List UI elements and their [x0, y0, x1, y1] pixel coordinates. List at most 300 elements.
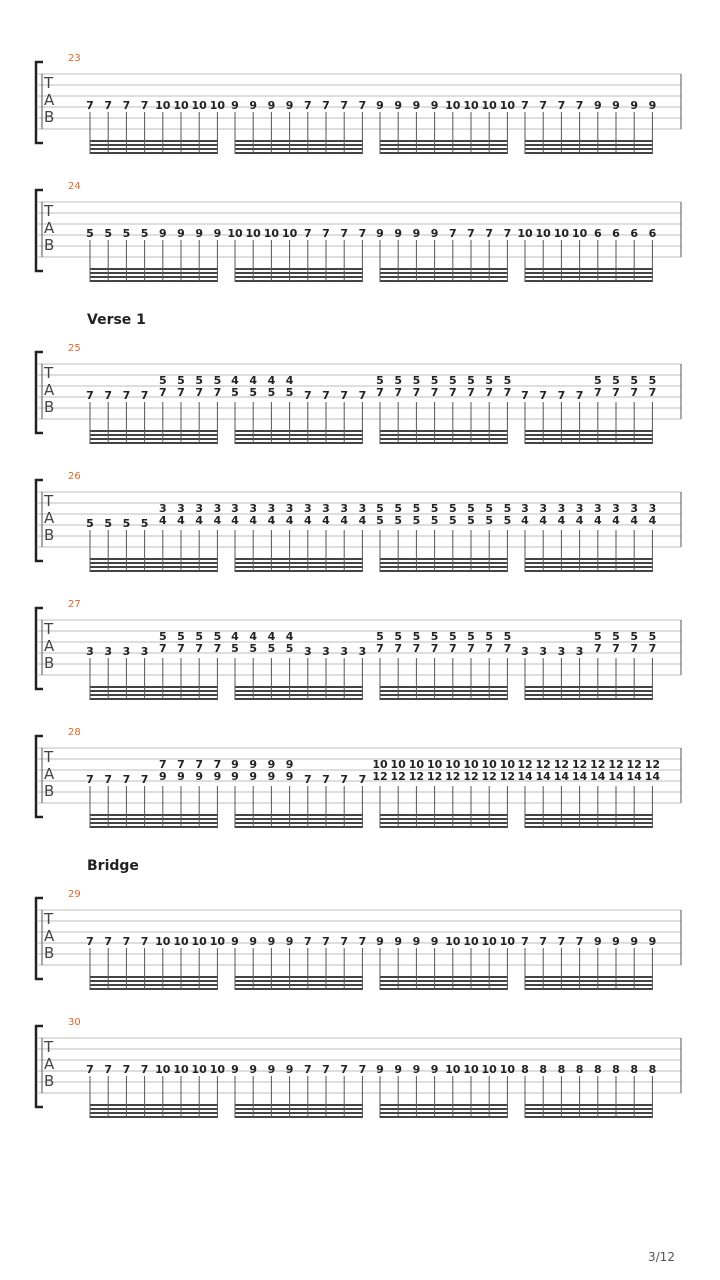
- beam: [235, 558, 363, 560]
- fret-number: 9: [430, 227, 439, 240]
- beam: [380, 1108, 508, 1110]
- beam: [525, 558, 653, 560]
- fret-number: 4: [249, 514, 258, 527]
- fret-number: 7: [322, 935, 330, 948]
- tab-system: [36, 727, 681, 828]
- beam: [235, 976, 363, 978]
- fret-number: 7: [86, 1063, 94, 1076]
- fret-number: 5: [467, 374, 475, 387]
- fret-number: 10: [209, 99, 226, 112]
- fret-number: 8: [575, 1063, 584, 1076]
- fret-number: 5: [394, 630, 403, 643]
- fret-number: 6: [593, 227, 602, 240]
- beam: [380, 698, 508, 700]
- fret-number: 12: [553, 758, 570, 771]
- beam: [90, 566, 218, 568]
- beam: [90, 558, 218, 560]
- fret-number: 9: [231, 758, 239, 771]
- beam: [380, 818, 508, 820]
- fret-number: 14: [553, 770, 570, 783]
- tab-clef-letter: A: [44, 381, 55, 399]
- fret-number: 5: [394, 514, 403, 527]
- fret-number: 7: [557, 389, 566, 402]
- beam: [380, 570, 508, 572]
- fret-number: 10: [426, 758, 443, 771]
- fret-number: 5: [503, 374, 512, 387]
- beam: [380, 558, 508, 560]
- fret-number: 9: [394, 227, 403, 240]
- beam: [380, 1104, 508, 1106]
- fret-number: 14: [535, 770, 551, 783]
- fret-number: 7: [322, 773, 330, 786]
- beam: [235, 430, 363, 432]
- fret-number: 3: [557, 502, 566, 515]
- fret-number: 9: [267, 99, 276, 112]
- fret-number: 7: [358, 1063, 367, 1076]
- fret-number: 7: [448, 227, 457, 240]
- fret-number: 9: [267, 935, 276, 948]
- fret-number: 3: [249, 502, 258, 515]
- fret-number: 7: [521, 389, 529, 402]
- tab-clef-letter: A: [44, 927, 55, 945]
- beam: [380, 826, 508, 828]
- tab-clef-letter: A: [44, 765, 55, 783]
- fret-number: 3: [340, 502, 349, 515]
- fret-number: 3: [158, 502, 167, 515]
- fret-number: 9: [376, 99, 384, 112]
- fret-number: 7: [340, 773, 349, 786]
- fret-number: 8: [648, 1063, 657, 1076]
- fret-number: 9: [430, 99, 439, 112]
- fret-number: 4: [630, 514, 639, 527]
- fret-number: 7: [358, 389, 367, 402]
- tab-clef-letter: B: [44, 654, 55, 672]
- beam: [235, 1116, 363, 1118]
- fret-number: 10: [445, 1063, 461, 1076]
- fret-number: 5: [267, 386, 276, 399]
- fret-number: 3: [521, 502, 529, 515]
- measure-number: 28: [68, 727, 81, 738]
- fret-number: 3: [358, 502, 367, 515]
- beam: [380, 144, 508, 146]
- fret-number: 10: [517, 227, 533, 240]
- fret-number: 7: [485, 642, 494, 655]
- fret-number: 3: [539, 502, 548, 515]
- beam: [90, 434, 218, 436]
- fret-number: 7: [177, 758, 185, 771]
- fret-number: 7: [158, 642, 167, 655]
- fret-number: 7: [521, 99, 529, 112]
- fret-number: 7: [213, 758, 222, 771]
- beam: [235, 826, 363, 828]
- fret-number: 7: [340, 99, 349, 112]
- fret-number: 3: [340, 645, 349, 658]
- fret-number: 5: [86, 517, 94, 530]
- fret-number: 7: [575, 99, 584, 112]
- fret-number: 10: [191, 1063, 207, 1076]
- beam: [90, 988, 218, 990]
- fret-number: 10: [499, 935, 516, 948]
- beam: [90, 562, 218, 564]
- fret-number: 7: [303, 1063, 312, 1076]
- beam: [235, 698, 363, 700]
- fret-number: 4: [575, 514, 584, 527]
- fret-number: 14: [590, 770, 606, 783]
- fret-number: 5: [412, 374, 421, 387]
- tab-clef-letter: B: [44, 398, 55, 416]
- fret-number: 7: [503, 642, 512, 655]
- fret-number: 7: [322, 1063, 330, 1076]
- beam: [525, 272, 653, 274]
- beam: [380, 430, 508, 432]
- beam: [525, 1104, 653, 1106]
- beam: [90, 438, 218, 440]
- beam: [380, 686, 508, 688]
- beam: [235, 140, 363, 142]
- fret-number: 5: [104, 227, 113, 240]
- fret-number: 5: [249, 386, 258, 399]
- fret-number: 7: [630, 386, 639, 399]
- beam: [90, 1116, 218, 1118]
- fret-number: 14: [626, 770, 642, 783]
- beam: [525, 984, 653, 986]
- fret-number: 5: [412, 514, 421, 527]
- fret-number: 3: [630, 502, 639, 515]
- fret-number: 5: [231, 386, 239, 399]
- fret-number: 5: [213, 374, 222, 387]
- fret-number: 10: [155, 935, 171, 948]
- fret-number: 8: [612, 1063, 620, 1076]
- beam: [235, 988, 363, 990]
- beam: [525, 1108, 653, 1110]
- section-title: Bridge: [87, 858, 139, 874]
- fret-number: 3: [521, 645, 529, 658]
- fret-number: 9: [412, 1063, 421, 1076]
- fret-number: 9: [593, 935, 602, 948]
- fret-number: 4: [267, 514, 276, 527]
- fret-number: 12: [590, 758, 606, 771]
- fret-number: 4: [158, 514, 167, 527]
- fret-number: 9: [231, 935, 239, 948]
- fret-number: 5: [448, 630, 457, 643]
- beam: [235, 434, 363, 436]
- fret-number: 6: [612, 227, 620, 240]
- fret-number: 9: [267, 770, 276, 783]
- fret-number: 9: [412, 99, 421, 112]
- fret-number: 3: [231, 502, 239, 515]
- fret-number: 10: [535, 227, 551, 240]
- fret-number: 7: [376, 642, 384, 655]
- fret-number: 7: [122, 773, 131, 786]
- beam: [235, 276, 363, 278]
- beam: [380, 272, 508, 274]
- fret-number: 10: [227, 227, 243, 240]
- measure-number: 24: [68, 181, 81, 192]
- fret-number: 3: [267, 502, 276, 515]
- tab-system: [36, 599, 681, 700]
- beam: [525, 276, 653, 278]
- fret-number: 10: [499, 1063, 516, 1076]
- fret-number: 9: [267, 758, 276, 771]
- fret-number: 4: [249, 630, 258, 643]
- fret-number: 7: [358, 99, 367, 112]
- tab-clef-letter: T: [44, 748, 54, 766]
- beam: [525, 1112, 653, 1114]
- measure-number: 29: [68, 889, 81, 900]
- fret-number: 7: [86, 99, 94, 112]
- fret-number: 7: [140, 935, 149, 948]
- fret-number: 9: [177, 770, 185, 783]
- fret-number: 9: [430, 1063, 439, 1076]
- fret-number: 7: [340, 935, 349, 948]
- fret-number: 10: [173, 935, 189, 948]
- beam: [525, 566, 653, 568]
- fret-number: 10: [173, 1063, 189, 1076]
- fret-number: 10: [481, 758, 497, 771]
- fret-number: 9: [285, 758, 294, 771]
- fret-number: 10: [173, 99, 189, 112]
- beam: [380, 280, 508, 282]
- tab-clef-letter: T: [44, 74, 54, 92]
- fret-number: 14: [571, 770, 588, 783]
- fret-number: 7: [303, 389, 312, 402]
- fret-number: 14: [517, 770, 533, 783]
- fret-number: 10: [408, 758, 425, 771]
- beam: [235, 566, 363, 568]
- fret-number: 9: [158, 770, 167, 783]
- fret-number: 5: [412, 502, 421, 515]
- fret-number: 7: [177, 386, 185, 399]
- fret-number: 3: [322, 502, 330, 515]
- fret-number: 5: [394, 374, 403, 387]
- fret-number: 9: [394, 935, 403, 948]
- fret-number: 5: [503, 514, 512, 527]
- fret-number: 6: [630, 227, 639, 240]
- tab-system: [36, 471, 681, 572]
- fret-number: 7: [648, 386, 657, 399]
- fret-number: 5: [195, 374, 204, 387]
- fret-number: 7: [122, 389, 131, 402]
- fret-number: 5: [285, 642, 294, 655]
- beam: [525, 686, 653, 688]
- fret-number: 4: [322, 514, 330, 527]
- fret-number: 7: [340, 1063, 349, 1076]
- fret-number: 9: [648, 99, 657, 112]
- fret-number: 7: [358, 773, 367, 786]
- fret-number: 12: [499, 770, 516, 783]
- beam: [90, 148, 218, 150]
- fret-number: 8: [521, 1063, 529, 1076]
- beam: [525, 976, 653, 978]
- fret-number: 7: [86, 773, 94, 786]
- fret-number: 7: [430, 642, 439, 655]
- fret-number: 10: [499, 758, 516, 771]
- fret-number: 7: [158, 386, 167, 399]
- fret-number: 3: [648, 502, 657, 515]
- fret-number: 7: [322, 227, 330, 240]
- fret-number: 8: [557, 1063, 566, 1076]
- tab-system: [36, 889, 681, 990]
- fret-number: 10: [209, 1063, 226, 1076]
- fret-number: 5: [140, 227, 149, 240]
- fret-number: 7: [575, 935, 584, 948]
- fret-number: 5: [648, 630, 657, 643]
- fret-number: 7: [322, 389, 330, 402]
- fret-number: 10: [263, 227, 280, 240]
- beam: [380, 1116, 508, 1118]
- fret-number: 12: [535, 758, 551, 771]
- fret-number: 5: [430, 502, 439, 515]
- beam: [380, 276, 508, 278]
- fret-number: 4: [358, 514, 367, 527]
- fret-number: 7: [593, 642, 602, 655]
- tab-clef-letter: T: [44, 202, 54, 220]
- beam: [235, 562, 363, 564]
- beam: [380, 268, 508, 270]
- fret-number: 10: [553, 227, 570, 240]
- fret-number: 5: [448, 374, 457, 387]
- beam: [235, 980, 363, 982]
- fret-number: 5: [448, 502, 457, 515]
- beam: [235, 1112, 363, 1114]
- fret-number: 5: [140, 517, 149, 530]
- beam: [380, 442, 508, 444]
- beam: [90, 822, 218, 824]
- fret-number: 7: [104, 1063, 113, 1076]
- fret-number: 4: [303, 514, 312, 527]
- fret-number: 7: [430, 386, 439, 399]
- fret-number: 5: [177, 374, 185, 387]
- fret-number: 3: [575, 502, 584, 515]
- fret-number: 4: [521, 514, 529, 527]
- fret-number: 3: [612, 502, 620, 515]
- fret-number: 7: [86, 389, 94, 402]
- beam: [525, 818, 653, 820]
- fret-number: 7: [539, 389, 548, 402]
- fret-number: 9: [430, 935, 439, 948]
- fret-number: 12: [408, 770, 425, 783]
- fret-number: 7: [394, 642, 403, 655]
- fret-number: 5: [448, 514, 457, 527]
- measure-number: 25: [68, 343, 81, 354]
- fret-number: 7: [467, 227, 475, 240]
- fret-number: 7: [158, 758, 167, 771]
- fret-number: 12: [481, 770, 497, 783]
- fret-number: 9: [630, 935, 639, 948]
- page-number: 3/12: [648, 1250, 675, 1264]
- beam: [380, 694, 508, 696]
- fret-number: 5: [376, 502, 384, 515]
- fret-number: 9: [285, 935, 294, 948]
- fret-number: 3: [195, 502, 204, 515]
- tab-clef-letter: B: [44, 1072, 55, 1090]
- beam: [90, 276, 218, 278]
- fret-number: 5: [376, 630, 384, 643]
- fret-number: 12: [626, 758, 642, 771]
- tab-clef-letter: B: [44, 782, 55, 800]
- beam: [90, 686, 218, 688]
- fret-number: 10: [463, 758, 479, 771]
- tab-clef-letter: B: [44, 236, 55, 254]
- fret-number: 12: [571, 758, 588, 771]
- fret-number: 5: [158, 630, 167, 643]
- beam: [525, 148, 653, 150]
- tab-system: [36, 343, 681, 444]
- beam: [90, 570, 218, 572]
- fret-number: 5: [195, 630, 204, 643]
- beam: [380, 988, 508, 990]
- beam: [235, 272, 363, 274]
- fret-number: 4: [195, 514, 204, 527]
- fret-number: 9: [376, 935, 384, 948]
- fret-number: 3: [358, 645, 367, 658]
- fret-number: 7: [140, 389, 149, 402]
- beam: [235, 690, 363, 692]
- fret-number: 7: [195, 642, 204, 655]
- beam: [525, 434, 653, 436]
- fret-number: 7: [539, 935, 548, 948]
- fret-number: 7: [303, 935, 312, 948]
- fret-number: 5: [467, 502, 475, 515]
- fret-number: 7: [213, 386, 222, 399]
- fret-number: 7: [140, 1063, 149, 1076]
- beam: [90, 826, 218, 828]
- fret-number: 12: [644, 758, 661, 771]
- tab-clef-letter: A: [44, 1055, 55, 1073]
- beam: [525, 442, 653, 444]
- fret-number: 4: [648, 514, 657, 527]
- beam: [525, 814, 653, 816]
- measure-number: 23: [68, 53, 81, 64]
- beam: [90, 152, 218, 154]
- beam: [380, 562, 508, 564]
- fret-number: 5: [630, 630, 639, 643]
- fret-number: 5: [285, 386, 294, 399]
- fret-number: 9: [285, 770, 294, 783]
- beam: [235, 570, 363, 572]
- fret-number: 5: [430, 630, 439, 643]
- fret-number: 7: [503, 227, 512, 240]
- fret-number: 14: [644, 770, 661, 783]
- fret-number: 9: [648, 935, 657, 948]
- beam: [235, 280, 363, 282]
- fret-number: 9: [249, 99, 258, 112]
- fret-number: 5: [376, 374, 384, 387]
- fret-number: 10: [463, 1063, 479, 1076]
- fret-number: 10: [445, 935, 461, 948]
- beam: [380, 566, 508, 568]
- fret-number: 7: [122, 1063, 131, 1076]
- beam: [235, 268, 363, 270]
- beam: [525, 822, 653, 824]
- fret-number: 7: [467, 386, 475, 399]
- fret-number: 10: [481, 99, 497, 112]
- beam: [380, 984, 508, 986]
- beam: [235, 148, 363, 150]
- fret-number: 7: [140, 773, 149, 786]
- fret-number: 7: [358, 227, 367, 240]
- fret-number: 7: [322, 99, 330, 112]
- fret-number: 7: [104, 99, 113, 112]
- tab-system: [36, 53, 681, 154]
- tab-clef-letter: T: [44, 910, 54, 928]
- fret-number: 5: [467, 514, 475, 527]
- beam: [235, 442, 363, 444]
- beam: [90, 144, 218, 146]
- fret-number: 7: [340, 227, 349, 240]
- fret-number: 7: [575, 389, 584, 402]
- beam: [235, 694, 363, 696]
